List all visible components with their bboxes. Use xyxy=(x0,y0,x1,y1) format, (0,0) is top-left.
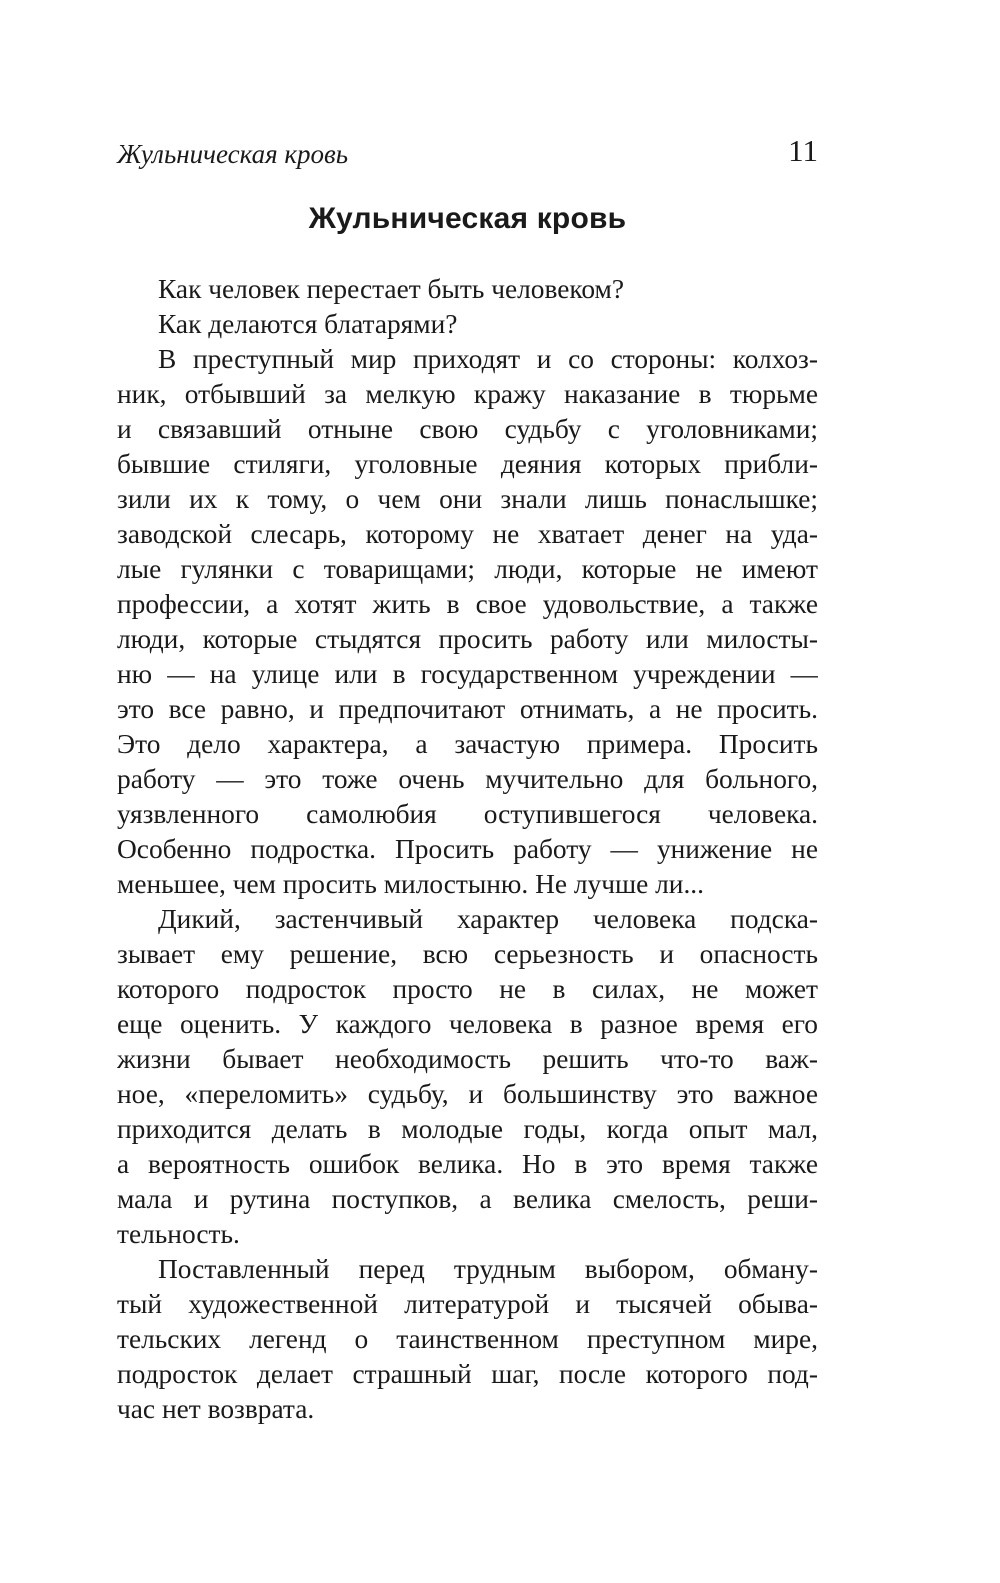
text-line: ное, «переломить» судьбу, и большинству это важное xyxy=(117,1079,818,1109)
chapter-title: Жульническая кровь xyxy=(308,202,627,235)
text-line: лые гулянки с товарищами; люди, которые не имеют xyxy=(117,554,818,584)
text-line: работу — это тоже очень мучительно для больного, xyxy=(117,764,818,794)
text-line: заводской слесарь, которому не хватает денег на уда- xyxy=(117,519,818,549)
text-line: меньшее, чем просить милостыню. Не лучше ли... xyxy=(117,869,704,899)
paragraph-3 xyxy=(117,342,818,902)
text-line: В преступный мир приходят и со стороны: колхоз- xyxy=(158,344,818,374)
text-line: бывшие стиляги, уголовные деяния которых прибли- xyxy=(117,449,818,479)
text-line: Особенно подростка. Просить работу — унижение не xyxy=(117,834,818,864)
body-text xyxy=(117,272,818,1427)
text-line: и связавший отныне свою судьбу с уголовниками; xyxy=(117,414,818,444)
text-line: час нет возврата. xyxy=(117,1394,315,1424)
paragraph-2 xyxy=(117,307,818,342)
text-line: люди, которые стыдятся просить работу или милосты- xyxy=(117,624,818,654)
text-line: которого подросток просто не в силах, не может xyxy=(117,974,818,1004)
text-line: это все равно, и предпочитают отнимать, а не просить. xyxy=(117,694,818,724)
text-line: а вероятность ошибок велика. Но в это время также xyxy=(117,1149,818,1179)
paragraph-4 xyxy=(117,902,818,1252)
text-line: приходится делать в молодые годы, когда опыт мал, xyxy=(117,1114,818,1144)
text-line: тый художественной литературой и тысячей обыва- xyxy=(117,1289,818,1319)
running-title: Жульническая кровь xyxy=(117,139,349,169)
text-line: Это дело характера, а зачастую примера. Просить xyxy=(117,729,818,759)
page-number: 11 xyxy=(788,133,818,168)
paragraph-5 xyxy=(117,1252,818,1427)
text-line: подросток делает страшный шаг, после которого под- xyxy=(117,1359,818,1389)
text-line: уязвленного самолюбия оступившегося человека. xyxy=(117,799,818,829)
text-line: профессии, а хотят жить в свое удовольствие, а также xyxy=(117,589,818,619)
text-line: еще оценить. У каждого человека в разное время его xyxy=(117,1009,818,1039)
text-line: мала и рутина поступков, а велика смелость, реши- xyxy=(117,1184,818,1214)
text-line: Как делаются блатарями? xyxy=(158,309,458,339)
text-line: ник, отбывший за мелкую кражу наказание в тюрьме xyxy=(117,379,818,409)
text-line: тельность. xyxy=(117,1219,240,1249)
text-line: Поставленный перед трудным выбором, обману- xyxy=(158,1254,818,1284)
text-line: зывает ему решение, всю серьезность и опасность xyxy=(117,939,818,969)
text-line: тельских легенд о таинственном преступном мире, xyxy=(117,1324,818,1354)
text-line: жизни бывает необходимость решить что-то важ- xyxy=(117,1044,818,1074)
text-line: ню — на улице или в государственном учреждении — xyxy=(117,659,818,689)
text-line: Дикий, застенчивый характер человека подска- xyxy=(158,904,818,934)
text-line: зили их к тому, о чем они знали лишь понаслышке; xyxy=(117,484,818,514)
paragraph-1 xyxy=(117,272,818,307)
text-line: Как человек перестает быть человеком? xyxy=(158,274,625,304)
